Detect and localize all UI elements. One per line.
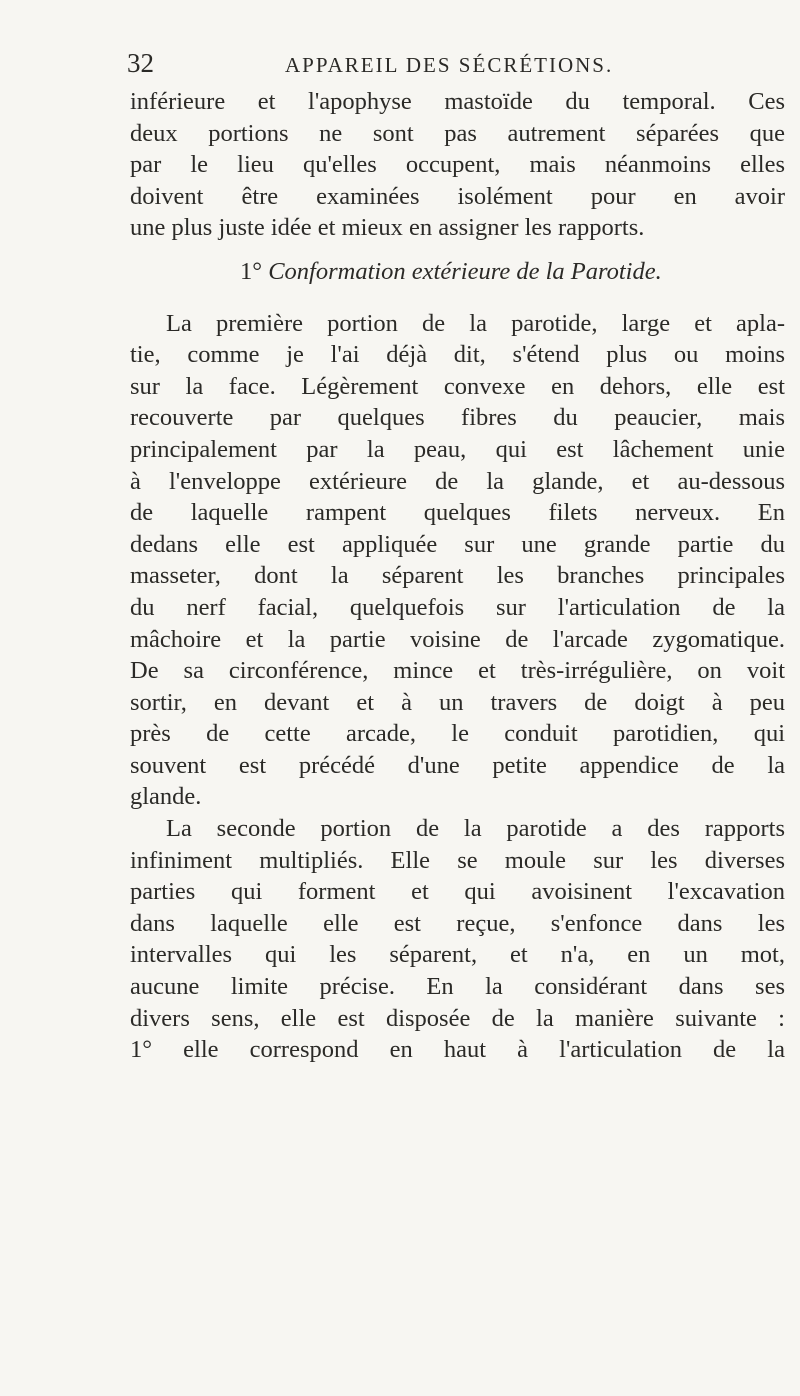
text-line: glande.	[130, 783, 202, 811]
text-line: sortir, en devant et à un travers de doigt à peu	[130, 688, 785, 716]
text-line: divers sens, elle est disposée de la manière suivante :	[130, 1004, 785, 1032]
paragraph-3	[130, 813, 785, 1066]
paragraph-2	[130, 308, 785, 814]
text-line: souvent est précédé d'une petite appendice de la	[130, 751, 785, 779]
text-line: infiniment multipliés. Elle se moule sur les diverses	[130, 846, 785, 874]
text-line: La première portion de la parotide, large et apla-	[166, 309, 785, 337]
text-line: recouverte par quelques fibres du peaucier, mais	[130, 404, 785, 432]
text-line: de laquelle rampent quelques filets nerveux. En	[130, 499, 785, 527]
text-line: intervalles qui les séparent, et n'a, en un mot,	[130, 941, 785, 969]
text-line: aucune limite précise. En la considérant dans ses	[130, 973, 785, 1001]
text-line: doivent être examinées isolément pour en avoir	[130, 182, 785, 210]
text-line: parties qui forment et qui avoisinent l'excavation	[130, 878, 785, 906]
text-line: dans laquelle elle est reçue, s'enfonce dans les	[130, 909, 785, 937]
body-text	[130, 86, 785, 1066]
page-header	[127, 48, 777, 84]
running-title: APPAREIL DES SÉCRÉTIONS.	[285, 53, 614, 77]
text-line: par le lieu qu'elles occupent, mais néanmoins elles	[130, 151, 785, 179]
text-line: une plus juste idée et mieux en assigner les rapports.	[130, 214, 645, 242]
text-line: près de cette arcade, le conduit parotidien, qui	[130, 720, 785, 748]
section-number: 1°	[240, 257, 263, 285]
text-line: masseter, dont la séparent les branches principales	[130, 562, 785, 590]
paragraph-1	[130, 86, 785, 244]
text-line: deux portions ne sont pas autrement séparées que	[130, 119, 785, 147]
text-line: du nerf facial, quelquefois sur l'articulation de la	[130, 593, 785, 621]
text-line: dedans elle est appliquée sur une grande partie du	[130, 530, 785, 558]
section-heading	[130, 256, 785, 288]
text-line: sur la face. Légèrement convexe en dehors, elle est	[130, 372, 785, 400]
text-line: La seconde portion de la parotide a des rapports	[166, 815, 785, 843]
text-line: principalement par la peau, qui est lâchement unie	[130, 435, 785, 463]
text-line: tie, comme je l'ai déjà dit, s'étend plus ou moins	[130, 341, 785, 369]
text-line: mâchoire et la partie voisine de l'arcade zygomatique.	[130, 625, 785, 653]
text-line: à l'enveloppe extérieure de la glande, et au-dessous	[130, 467, 785, 495]
page-number: 32	[127, 48, 154, 78]
text-line: inférieure et l'apophyse mastoïde du temporal. Ces	[130, 88, 785, 115]
text-line: 1° elle correspond en haut à l'articulation de la	[130, 1036, 785, 1064]
section-title: Conformation extérieure de la Parotide.	[268, 257, 662, 285]
text-line: De sa circonférence, mince et très-irrégulière, on voit	[130, 657, 785, 685]
